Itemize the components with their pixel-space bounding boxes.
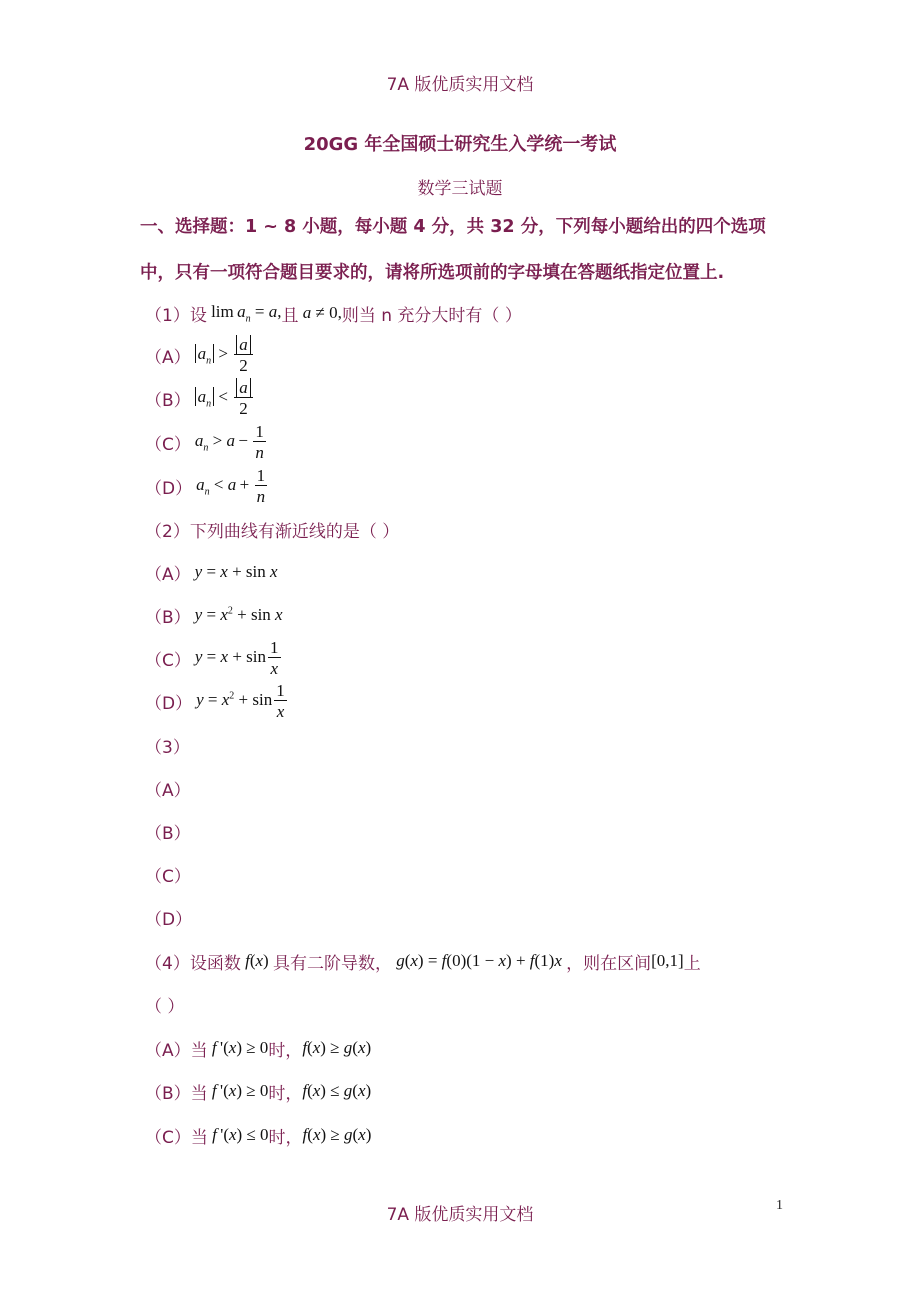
q3-option-a-label: （A） (145, 780, 191, 801)
q1-text-then: 则当 n 充分大时有（ ） (341, 305, 522, 326)
q4-option-a-cond: f '(x) ≥ 0 (211, 1038, 269, 1057)
q2-option-a[interactable] (145, 557, 278, 587)
q4-option-c-label: （C）当 (145, 1127, 208, 1148)
exam-title: 20GG 年全国硕士研究生入学统一考试 (303, 134, 617, 155)
q1-option-c-label: （C） (145, 434, 191, 455)
q3-option-b[interactable] (145, 816, 191, 846)
q1-option-b[interactable] (145, 378, 255, 418)
q2-option-a-expr: y = x + sin x (194, 562, 278, 581)
section-line-1: 一、选择题：1 ~ 8 小题，每小题 4 分，共 32 分，下列每小题给出的四个选项 (140, 217, 766, 237)
q3-option-a[interactable] (145, 773, 191, 803)
q1-text-and: 且 (281, 305, 299, 326)
q3-option-d[interactable] (145, 902, 192, 932)
q3-option-d-label: （D） (145, 909, 193, 930)
q2-option-b[interactable] (145, 600, 283, 630)
exam-subtitle: 数学三试题 (417, 179, 503, 199)
q1-option-b-expr: $a_n$ < $\frac{a}{2}$ (195, 379, 255, 417)
q4-text-interval: ，则在区间 (566, 953, 652, 974)
q4-option-a[interactable] (145, 1033, 371, 1063)
q3-option-b-label: （B） (145, 823, 191, 844)
q4-option-b[interactable] (145, 1076, 371, 1106)
q4-option-b-label: （B）当 (145, 1083, 208, 1104)
q4-answer-paren: （ ） (145, 996, 185, 1017)
q1-option-a-expr: $a_n$ > $\frac{a}{2}$ (195, 336, 255, 374)
q4-g-expr: g(x) = f(0)(1 − x) + f(1)x (396, 951, 562, 970)
q1-limit-expr: $\lim a_n = a$, (206, 301, 282, 325)
section-line-2: 中，只有一项符合题目要求的，请将所选项前的字母填在答题纸指定位置上. (140, 263, 725, 283)
q1-stem (145, 298, 522, 328)
q2-option-c-label: （C） (145, 650, 191, 671)
q2-option-c[interactable] (145, 638, 283, 678)
q2-option-d-label: （D） (145, 693, 193, 714)
q2-option-d-expr: $y = x^2 + \sin$ $\frac{1}{x}$ (196, 681, 285, 721)
page-header: 7A 版优质实用文档 (386, 75, 534, 95)
q2-option-c-expr: y = x + sin $\frac{1}{x}$ (194, 638, 279, 678)
q1-label: （1）设 (145, 305, 207, 326)
q4-option-b-when: 时， (268, 1083, 303, 1104)
q4-option-b-cond: f '(x) ≥ 0 (211, 1081, 269, 1100)
q4-text-derivative: 具有二阶导数， (272, 953, 392, 974)
q4-option-c-result: f(x) ≥ g(x) (302, 1125, 372, 1144)
q1-option-c-expr: $a_n > a$ − $\frac{1}{n}$ (194, 422, 264, 462)
q1-option-a-label: （A） (145, 347, 191, 368)
q4-text-on: 上 (683, 953, 701, 974)
page-footer: 7A 版优质实用文档 (386, 1205, 534, 1225)
q2-stem (145, 514, 399, 544)
q3-option-c-label: （C） (145, 866, 191, 887)
q1-option-d-expr: $a_n < a$ + $\frac{1}{n}$ (196, 466, 266, 506)
q4-option-c-when: 时， (268, 1127, 303, 1148)
q2-label: （2）下列曲线有渐近线的是（ ） (145, 521, 400, 542)
q2-option-b-expr: $y = x^2 + \sin x$ (194, 605, 283, 624)
q1-option-c[interactable] (145, 422, 268, 462)
section-heading (140, 204, 790, 296)
q2-option-b-label: （B） (145, 607, 191, 628)
q4-option-a-when: 时， (268, 1040, 303, 1061)
q4-stem-line2 (145, 989, 184, 1019)
q3-stem (145, 730, 190, 760)
q3-label: （3） (145, 737, 190, 758)
page-number: 1 (776, 1198, 783, 1213)
q2-option-a-label: （A） (145, 564, 191, 585)
q4-option-c[interactable] (145, 1120, 371, 1150)
q4-stem (145, 946, 701, 976)
q4-option-a-label: （A）当 (145, 1040, 208, 1061)
q4-interval-expr: [0,1] (651, 951, 684, 970)
q1-option-d-label: （D） (145, 478, 193, 499)
q4-option-b-result: f(x) ≤ g(x) (302, 1081, 372, 1100)
q1-condition-expr: a ≠ 0, (302, 303, 342, 322)
q1-option-d[interactable] (145, 466, 269, 506)
q4-label: （4）设函数 (145, 953, 241, 974)
q4-option-c-cond: f '(x) ≤ 0 (212, 1125, 269, 1144)
q2-option-d[interactable] (145, 681, 289, 721)
q4-function-expr: f(x) (245, 951, 273, 970)
q3-option-c[interactable] (145, 859, 191, 889)
q1-option-a[interactable] (145, 335, 255, 375)
q4-option-a-result: f(x) ≥ g(x) (302, 1038, 372, 1057)
q1-option-b-label: （B） (145, 390, 191, 411)
